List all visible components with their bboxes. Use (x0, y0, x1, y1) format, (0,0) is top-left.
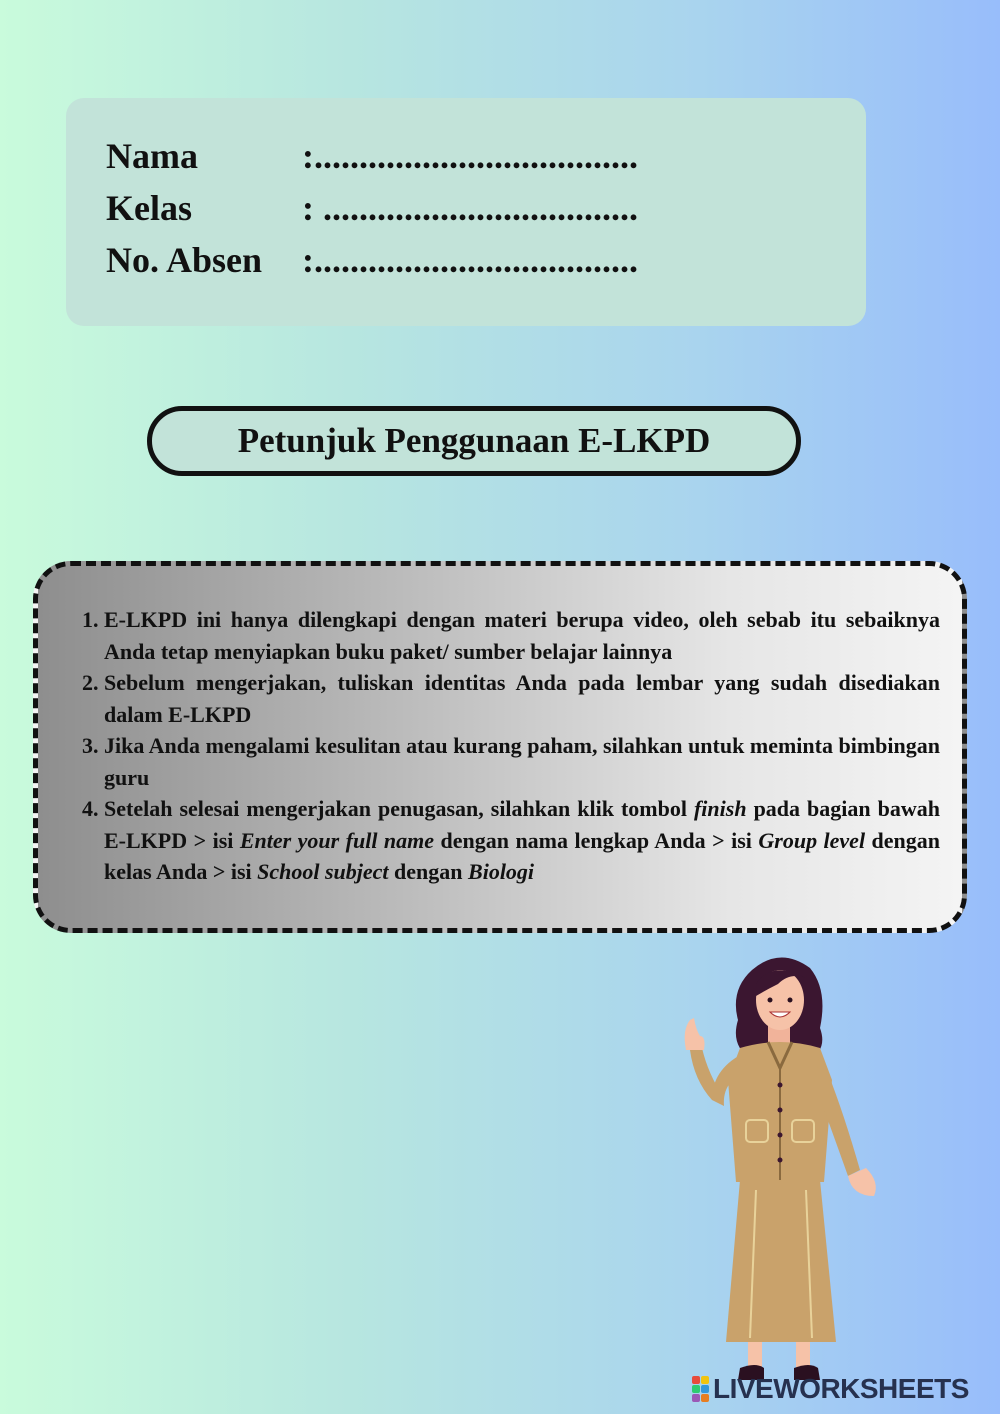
instruction-4-text-3: dengan nama lengkap Anda > isi (434, 827, 759, 853)
name-row (106, 138, 638, 174)
wave-edge-left (60, 110, 74, 314)
liveworksheets-logo (692, 1374, 969, 1404)
wave-edge-right (858, 110, 872, 314)
instruction-item-4 (104, 793, 940, 888)
instruction-item-1: 1. E-LKPD ini hanya dilengkapi dengan materi berupa video, oleh sebab itu sebaiknya Anda tetap menyiapkan buku paket/ sumber belajar lainnya (104, 604, 940, 667)
absence-number-label: No. Absen (106, 240, 263, 280)
class-label: Kelas (106, 188, 192, 228)
name-field[interactable]: :.................................... (302, 136, 638, 176)
instruction-4-finish: finish (693, 796, 747, 821)
liveworksheets-logo-icon (692, 1376, 709, 1402)
class-field[interactable]: : ................................... (302, 188, 638, 228)
name-label: Nama (106, 136, 198, 176)
instruction-4-text-5: dengan (388, 859, 469, 884)
identity-card (66, 98, 866, 326)
instruction-4-school-subject: School subject (257, 859, 389, 884)
instruction-item-2: 2. Sebelum mengerjakan, tuliskan identitas Anda pada lembar yang sudah disediakan dalam E-LKPD (104, 667, 940, 730)
absence-number-row (106, 242, 638, 278)
liveworksheets-logo-text: LIVEWORKSHEETS (713, 1373, 969, 1404)
instruction-4-text-2: pada bagian bawah E-LKPD > isi (104, 796, 940, 853)
instruction-4-text-4: dengan kelas Anda > isi (104, 827, 940, 884)
instruction-4-full-name: Enter your full name (239, 827, 435, 853)
instructions-list (78, 604, 940, 888)
instruction-4-text-1: Setelah selesai mengerjakan penugasan, silahkan klik tombol (104, 796, 694, 821)
absence-number-field[interactable]: :.................................... (302, 240, 638, 280)
instructions-box (33, 561, 967, 933)
instruction-4-group-level: Group level (758, 827, 866, 853)
instructions-title: Petunjuk Penggunaan E-LKPD (237, 421, 711, 460)
instructions-title-banner (147, 406, 801, 476)
instruction-4-biologi: Biologi (468, 859, 535, 884)
teacher-illustration (660, 950, 900, 1390)
instruction-item-3: 3. Jika Anda mengalami kesulitan atau kurang paham, silahkan untuk meminta bimbingan guru (104, 730, 940, 793)
class-row (106, 190, 638, 226)
